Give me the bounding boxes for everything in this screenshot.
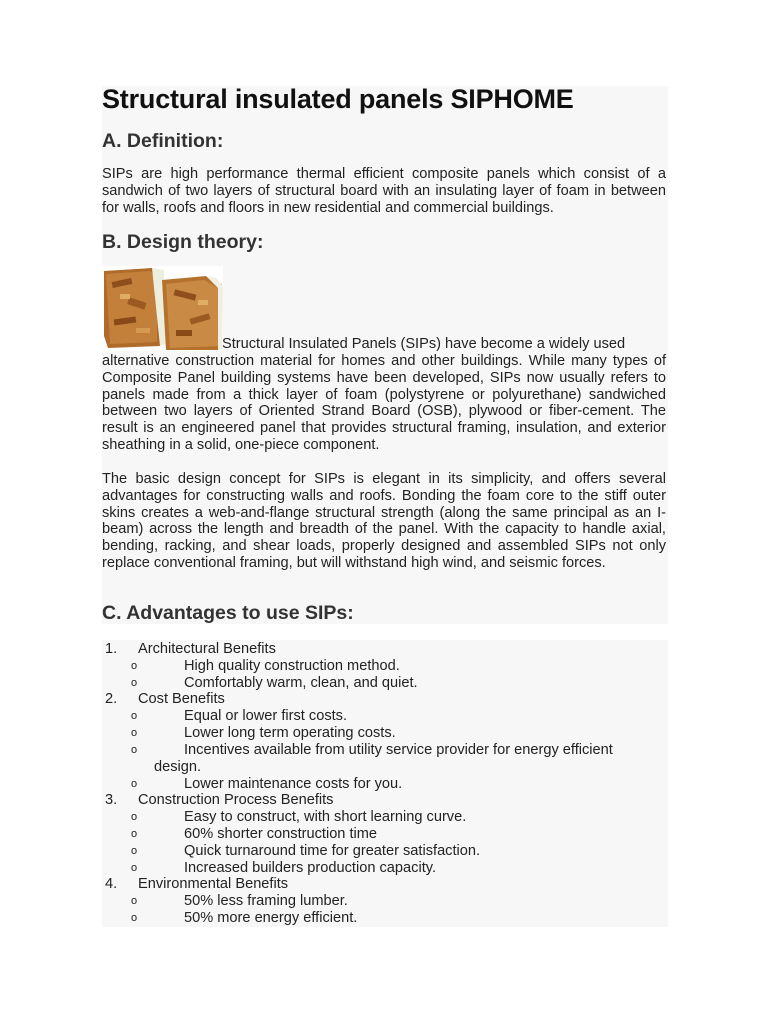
section-a-heading: A. Definition: — [102, 130, 224, 152]
design-concept-paragraph: The basic design concept for SIPs is elegant in its simplicity, and offers several advantages for constructing walls and roofs. Bonding the foam core to the stiff outer skins creates a web-and-flange structural strength (along the same principal as an I-beam) across the length and breadth of the panel. With the capacity to handle axial, bending, racking, and shear loads, properly designed and assembled SIPs not only replace conventional framing, but will withstand high wind, and seismic forces. — [102, 471, 666, 571]
list-number: 3. — [105, 792, 118, 808]
definition-paragraph: SIPs are high performance thermal efficient composite panels which consist of a sandwich of two layers of structural board with an insulating layer of foam in between for walls, roofs and floors in new residential and commercial buildings. — [102, 166, 666, 216]
bullet-icon: o — [131, 727, 138, 739]
bullet-icon: o — [131, 811, 138, 823]
bullet-icon: o — [131, 677, 138, 689]
bullet-icon: o — [131, 828, 138, 840]
bullet-icon: o — [131, 895, 138, 907]
list-label: Construction Process Benefits — [138, 792, 334, 808]
bullet-icon: o — [131, 862, 138, 874]
bullet-icon: o — [131, 845, 138, 857]
list-label: Architectural Benefits — [138, 641, 276, 657]
design-intro-first-line: Structural Insulated Panels (SIPs) have become a widely used — [222, 336, 626, 352]
list-number: 4. — [105, 876, 118, 892]
bullet-icon: o — [131, 912, 138, 924]
list-number: 1. — [105, 641, 118, 657]
design-intro-paragraph: alternative construction material for homes and other buildings. While many types of Composite Panel building systems have been developed, SIPs now usually refers to panels made from a thick layer of foam (polystyrene or polyurethane) sandwiched between two layers of Oriented Strand Board (OSB), plywood or fiber-cement. The result is an engineered panel that provides structural framing, insulation, and exterior sheathing in a solid, one-piece component. — [102, 353, 666, 453]
bullet-icon: o — [131, 744, 138, 756]
list-label: Cost Benefits — [138, 691, 225, 707]
list-label: Environmental Benefits — [138, 876, 289, 892]
list-number: 2. — [105, 691, 118, 707]
section-c-heading: C. Advantages to use SIPs: — [102, 602, 354, 624]
bullet-icon: o — [131, 660, 138, 672]
section-b-heading: B. Design theory: — [102, 231, 264, 253]
page-title: Structural insulated panels SIPHOME — [102, 84, 574, 114]
bullet-icon: o — [131, 710, 138, 722]
sip-panel-image — [102, 266, 223, 351]
bullet-icon: o — [131, 778, 138, 790]
